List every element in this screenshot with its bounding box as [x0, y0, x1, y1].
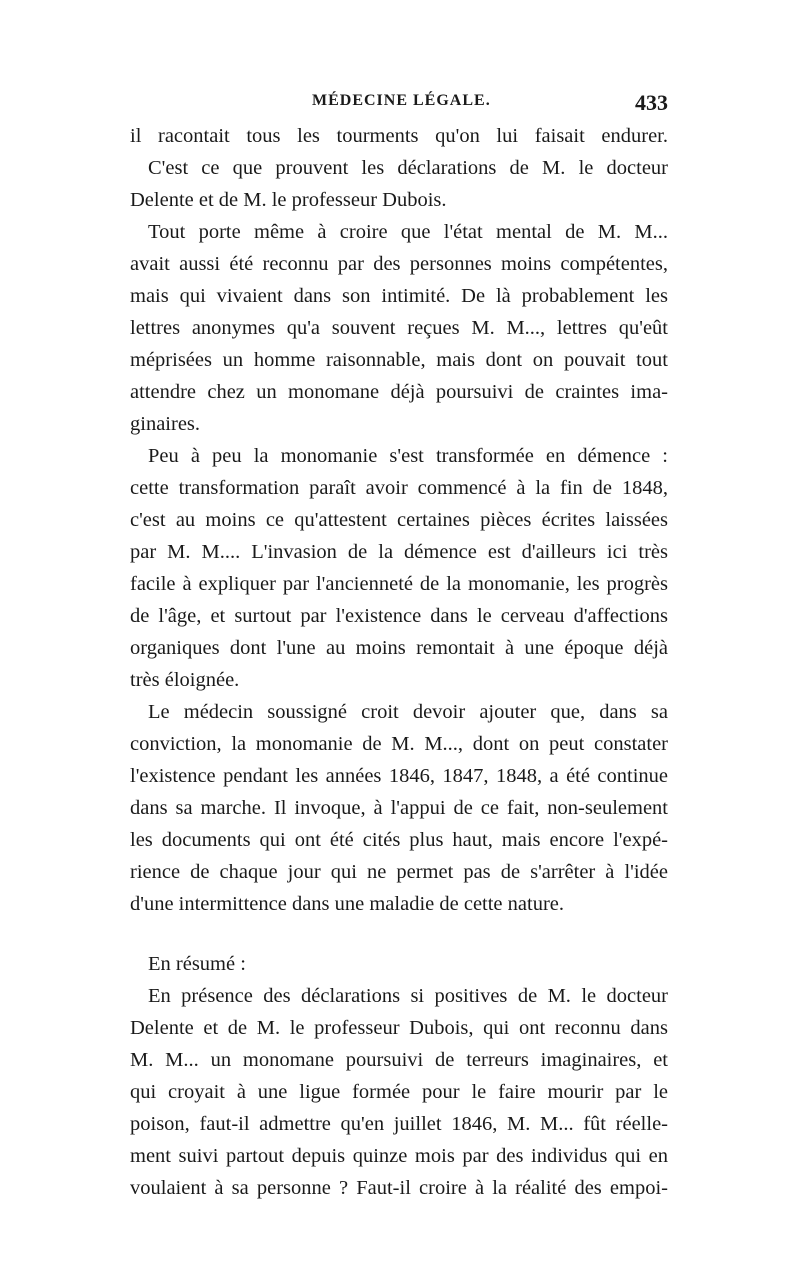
text-line: avait aussi été reconnu par des personnes moins compétentes, — [130, 253, 668, 275]
text-line: conviction, la monomanie de M. M..., dont on peut constater — [130, 733, 668, 755]
text-line: Tout porte même à croire que l'état mental de M. M... — [148, 221, 668, 243]
running-head — [130, 92, 668, 116]
text-line: voulaient à sa personne ? Faut-il croire à la réalité des empoi- — [130, 1177, 668, 1199]
text-line: d'une intermittence dans une maladie de cette nature. — [130, 893, 565, 915]
text-line: rience de chaque jour qui ne permet pas de s'arrêter à l'idée — [130, 861, 668, 883]
text-line: En présence des déclarations si positives de M. le docteur — [148, 985, 668, 1007]
text-line: de l'âge, et surtout par l'existence dans le cerveau d'affections — [130, 605, 668, 627]
text-line: par M. M.... L'invasion de la démence est d'ailleurs ici très — [130, 541, 668, 563]
section-heading: En résumé : — [148, 953, 246, 975]
text-line: M. M... un monomane poursuivi de terreurs imaginaires, et — [130, 1049, 668, 1071]
text-line: facile à expliquer par l'ancienneté de la monomanie, les progrès — [130, 573, 668, 595]
text-line: l'existence pendant les années 1846, 1847, 1848, a été continue — [130, 765, 668, 787]
text-line: il racontait tous les tourments qu'on lui faisait endurer. — [130, 125, 668, 147]
running-title: MÉDECINE LÉGALE. — [312, 92, 491, 109]
text-line: méprisées un homme raisonnable, mais dont on pouvait tout — [130, 349, 668, 371]
text-line: organiques dont l'une au moins remontait à une époque déjà — [130, 637, 668, 659]
text-line: lettres anonymes qu'a souvent reçues M. M..., lettres qu'eût — [130, 317, 668, 339]
text-line: c'est au moins ce qu'attestent certaines pièces écrites laissées — [130, 509, 668, 531]
text-line: qui croyait à une ligue formée pour le faire mourir par le — [130, 1081, 668, 1103]
text-line: ment suivi partout depuis quinze mois par des individus qui en — [130, 1145, 668, 1167]
text-line: C'est ce que prouvent les déclarations de M. le docteur — [148, 157, 668, 179]
text-line: mais qui vivaient dans son intimité. De là probablement les — [130, 285, 668, 307]
text-line: Delente et de M. le professeur Dubois. — [130, 189, 447, 211]
text-line: ginaires. — [130, 413, 201, 435]
text-line: dans sa marche. Il invoque, à l'appui de ce fait, non-seulement — [130, 797, 668, 819]
text-line: poison, faut-il admettre qu'en juillet 1846, M. M... fût réelle- — [130, 1113, 668, 1135]
page-number: 433 — [635, 90, 668, 115]
text-line: Delente et de M. le professeur Dubois, qui ont reconnu dans — [130, 1017, 668, 1039]
text-line: attendre chez un monomane déjà poursuivi de craintes ima- — [130, 381, 668, 403]
text-line: Peu à peu la monomanie s'est transformée en démence : — [148, 445, 668, 467]
text-line: très éloignée. — [130, 669, 240, 691]
text-line: cette transformation paraît avoir commencé à la fin de 1848, — [130, 477, 668, 499]
text-line: les documents qui ont été cités plus haut, mais encore l'expé- — [130, 829, 668, 851]
body-text — [130, 120, 668, 1204]
text-line: Le médecin soussigné croit devoir ajouter que, dans sa — [148, 701, 668, 723]
